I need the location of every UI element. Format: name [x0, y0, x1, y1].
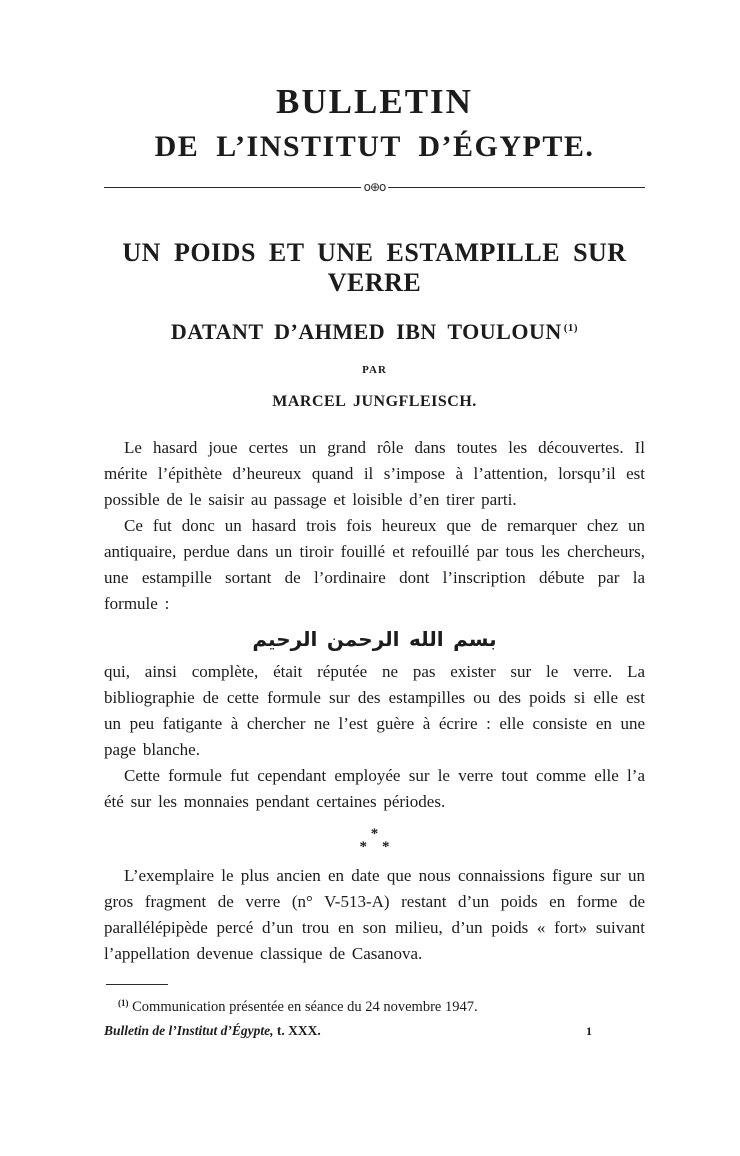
journal-masthead — [104, 82, 645, 194]
text-column — [104, 0, 645, 1040]
article-heading — [104, 238, 645, 411]
body-paragraph: qui, ainsi complète, était réputée ne pas exister sur le verre. La bibliographie de cette formule sur des estampilles ou des poids si elle est un peu fatigante à chercher ne l’est guère à écrire : elle consiste en une page blanche. — [104, 662, 645, 760]
footnote-separator-rule — [106, 984, 168, 985]
body-paragraph: L’exemplaire le plus ancien en date que nous connaissions figure sur un gros fragment de verre (n° V-513-A) restant d’un poids en forme de parallélépipède percé d’un trou en son milieu, d’un poids « fort» suivant l’appellation devenue classique de Casanova. — [104, 866, 645, 964]
journal-signature — [104, 1022, 321, 1040]
byline-prefix: PAR — [362, 364, 387, 377]
footnote-text: Communication présentée en séance du 24 novembre 1947. — [132, 999, 478, 1016]
journal-title: BULLETIN — [276, 82, 473, 121]
article-title: UN POIDS ET UNE ESTAMPILLE SUR VERRE — [122, 238, 627, 297]
signature-line — [104, 1022, 645, 1040]
article-body — [104, 435, 645, 967]
body-paragraph: Ce fut donc un hasard trois fois heureux que de remarquer chez un antiquaire, perdue dans un tiroir fouillé et refouillé par tous les chercheurs, une estampille sortant de l’ordinaire dont l’inscription débute par la formule : — [104, 516, 645, 614]
footnote-marker: (1) — [118, 998, 129, 1009]
article-subtitle — [104, 315, 645, 345]
arabic-formula: بسم الله الرحمن الرحيم — [252, 627, 497, 652]
asterism-divider — [104, 828, 645, 854]
journal-subtitle: DE L’INSTITUT D’ÉGYPTE. — [154, 130, 595, 163]
decorative-rule — [104, 180, 645, 194]
journal-signature-title: Bulletin de l’Institut d’Égypte, — [104, 1023, 274, 1039]
footnote — [104, 994, 645, 1017]
footnote-reference-marker: (1) — [563, 322, 579, 335]
author-name: MARCEL JUNGFLEISCH. — [272, 393, 477, 411]
asterism-bottom-stars: * * — [359, 839, 390, 856]
body-paragraph: Cette formule fut cependant employée sur le verre tout comme elle l’a été sur les monnaies pendant certaines périodes. — [104, 766, 645, 812]
journal-signature-volume: t. XXX. — [273, 1023, 321, 1039]
page-footer — [104, 984, 645, 1040]
article-subtitle-text: DATANT D’AHMED IBN TOULOUN — [170, 319, 562, 345]
rule-ornament-icon: o⊕o — [361, 178, 389, 196]
signature-page-mark: 1 — [586, 1024, 592, 1039]
body-paragraph: Le hasard joue certes un grand rôle dans toutes les découvertes. Il mérite l’épithète d’heureux quand il s’impose à l’attention, lorsqu’il est possible de le saisir au passage et loisible d’en tirer parti. — [104, 438, 645, 510]
asterism-top-star: * — [370, 826, 379, 843]
